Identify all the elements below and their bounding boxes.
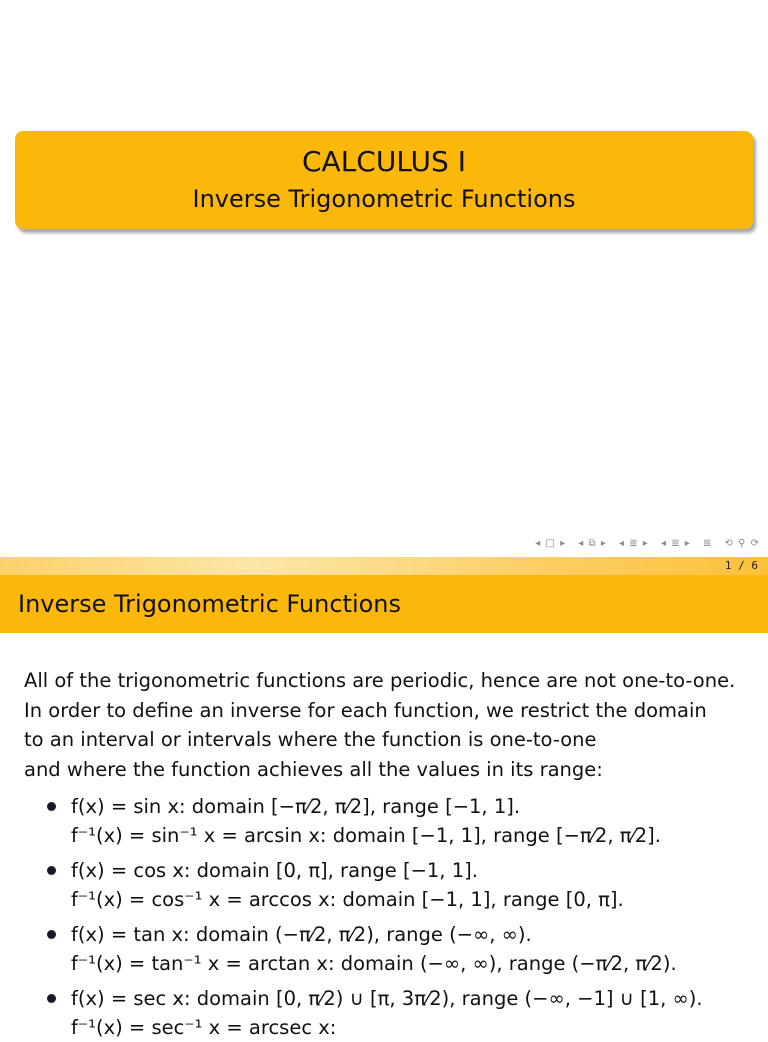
nav-frame-icon[interactable]: ◂ □ ▸ <box>535 538 567 549</box>
frame-title-bar <box>0 575 768 633</box>
intro-paragraph <box>24 666 754 784</box>
nav-toc-icon[interactable]: ≣ <box>702 538 713 549</box>
inverse-definition: f⁻¹(x) = sin⁻¹ x = arcsin x: domain [−1, 1], range [−π⁄2, π⁄2]. <box>71 824 661 847</box>
list-item-tan <box>0 920 768 978</box>
frame-title: Inverse Trigonometric Functions <box>18 590 402 618</box>
function-definition: f(x) = sec x: domain [0, π⁄2) ∪ [π, 3π⁄2), range (−∞, −1] ∪ [1, ∞). <box>71 987 703 1010</box>
nav-subsection-icon[interactable]: ◂ ⧉ ▸ <box>578 538 607 549</box>
page-number: 1 / 6 <box>724 559 758 572</box>
bullet-icon <box>47 994 56 1003</box>
function-list <box>0 792 768 1042</box>
beamer-navigation-bar <box>527 538 760 549</box>
inverse-definition: f⁻¹(x) = cos⁻¹ x = arccos x: domain [−1, 1], range [0, π]. <box>71 888 624 911</box>
paragraph-line: All of the trigonometric functions are periodic, hence are not one-to-one. <box>24 669 736 692</box>
bullet-icon <box>47 866 56 875</box>
slide-title: CALCULUS I <box>302 145 466 178</box>
inverse-definition: f⁻¹(x) = tan⁻¹ x = arctan x: domain (−∞, ∞), range (−π⁄2, π⁄2). <box>71 952 677 975</box>
function-definition: f(x) = tan x: domain (−π⁄2, π⁄2), range (−∞, ∞). <box>71 923 532 946</box>
paragraph-line: In order to define an inverse for each function, we restrict the domain <box>24 698 707 722</box>
inverse-definition: f⁻¹(x) = sec⁻¹ x = arcsec x: <box>71 1016 337 1039</box>
nav-document-icon[interactable]: ◂ ≣ ▸ <box>661 538 691 549</box>
list-item-sin <box>0 792 768 850</box>
nav-search-icon[interactable]: ⟲ ⚲ ⟳ <box>724 538 760 549</box>
page-separator-stripe <box>0 557 768 575</box>
bullet-icon <box>47 930 56 939</box>
slide-subtitle: Inverse Trigonometric Functions <box>192 185 576 213</box>
title-box <box>15 131 753 229</box>
bullet-icon <box>47 802 56 811</box>
list-item-sec <box>0 984 768 1042</box>
function-definition: f(x) = sin x: domain [−π⁄2, π⁄2], range [−1, 1]. <box>71 795 521 818</box>
paragraph-line: and where the function achieves all the values in its range: <box>24 757 603 781</box>
list-item-cos <box>0 856 768 914</box>
nav-section-icon[interactable]: ◂ ≣ ▸ <box>619 538 649 549</box>
function-definition: f(x) = cos x: domain [0, π], range [−1, 1]. <box>71 859 478 882</box>
paragraph-line: to an interval or intervals where the function is one-to-one <box>24 728 597 751</box>
